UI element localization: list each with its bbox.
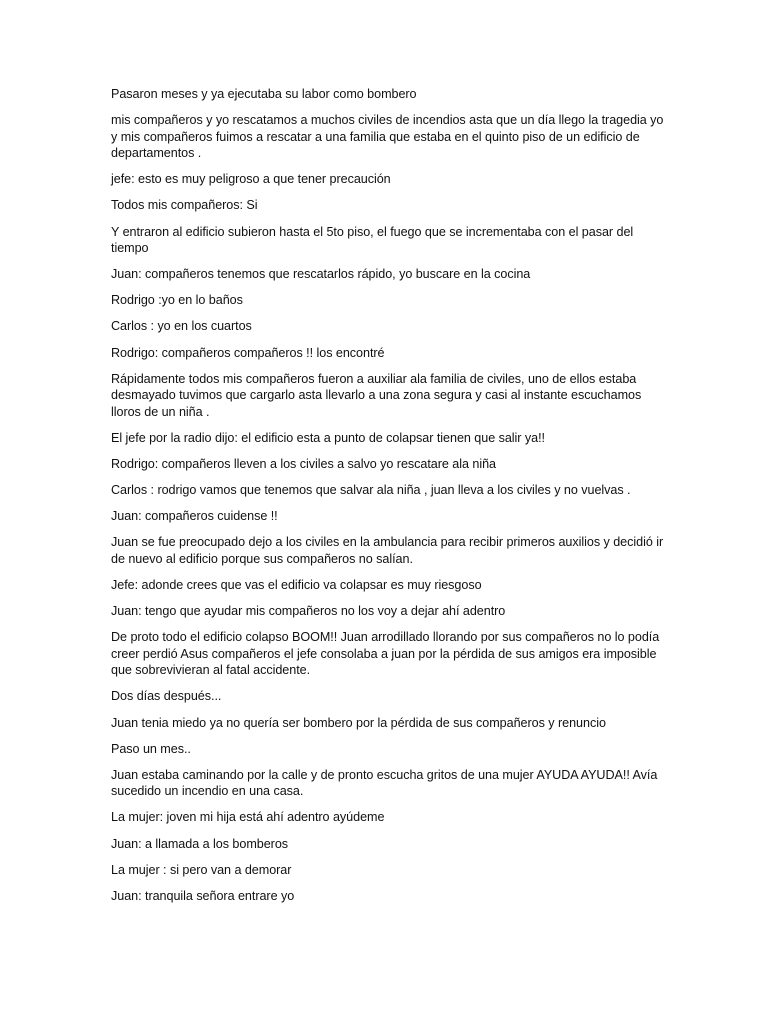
paragraph: Carlos : rodrigo vamos que tenemos que salvar ala niña , juan lleva a los civiles y no vuelvas .	[111, 483, 631, 498]
paragraph: Dos días después...	[111, 689, 222, 704]
paragraph: De proto todo el edificio colapso BOOM!! Juan arrodillado llorando por sus compañeros no lo podía creer perdió Asus compañeros el jefe consolaba a juan por la pérdida de sus amigos era imposible que sobrevivieran al fatal accidente.	[111, 630, 660, 678]
paragraph: Juan estaba caminando por la calle y de pronto escucha gritos de una mujer AYUDA AYUDA!! Avía sucedido un incendio en una casa.	[111, 767, 658, 799]
paragraph: Carlos : yo en los cuartos	[111, 319, 252, 334]
paragraph: La mujer: joven mi hija está ahí adentro ayúdeme	[111, 810, 385, 825]
paragraph: Paso un mes..	[111, 741, 191, 756]
paragraph: Rodrigo: compañeros compañeros !! los encontré	[111, 345, 385, 360]
paragraph: Rodrigo: compañeros lleven a los civiles a salvo yo rescatare ala niña	[111, 457, 497, 471]
paragraph: Y entraron al edificio subieron hasta el 5to piso, el fuego que se incrementaba con el pasar del tiempo	[111, 224, 634, 256]
paragraph: Juan: a llamada a los bomberos	[111, 836, 289, 851]
paragraph: Juan: compañeros tenemos que rescatarlos rápido, yo buscare en la cocina	[111, 267, 531, 282]
paragraph: Juan tenia miedo ya no quería ser bombero por la pérdida de sus compañeros y renuncio	[111, 715, 606, 730]
paragraph: Juan: compañeros cuidense !!	[111, 509, 278, 524]
paragraph: Pasaron meses y ya ejecutaba su labor como bombero	[111, 87, 417, 101]
paragraph: El jefe por la radio dijo: el edificio esta a punto de colapsar tienen que salir ya!!	[111, 430, 545, 445]
paragraph: Juan: tengo que ayudar mis compañeros no los voy a dejar ahí adentro	[111, 604, 506, 619]
paragraph: La mujer : si pero van a demorar	[111, 862, 292, 877]
paragraph: Juan: tranquila señora entrare yo	[111, 888, 295, 903]
paragraph: Todos mis compañeros: Si	[111, 198, 258, 213]
paragraph: Rodrigo :yo en lo baños	[111, 293, 243, 308]
paragraph: Jefe: adonde crees que vas el edificio va colapsar es muy riesgoso	[111, 577, 482, 592]
paragraph: jefe: esto es muy peligroso a que tener precaución	[111, 172, 391, 187]
paragraph: Rápidamente todos mis compañeros fueron a auxiliar ala familia de civiles, uno de ellos estaba desmayado tuvimos que cargarlo asta llevarlo a una zona segura y casi al instante escuchamos lloros de un niña .	[111, 371, 642, 419]
paragraph: mis compañeros y yo rescatamos a muchos civiles de incendios asta que un día llego la tragedia yo y mis compañeros fuimos a rescatar a una familia que estaba en el quinto piso de un edificio de departamentos .	[111, 113, 664, 161]
document-body	[111, 86, 671, 914]
paragraph: Juan se fue preocupado dejo a los civiles en la ambulancia para recibir primeros auxilios y decidió ir de nuevo al edificio porque sus compañeros no salían.	[111, 535, 664, 566]
